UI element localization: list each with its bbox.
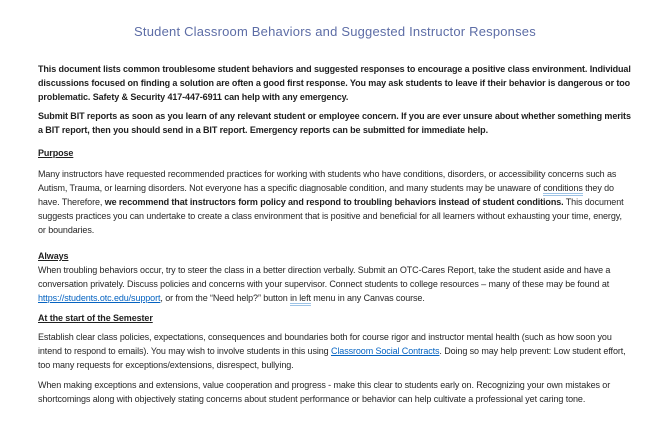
closing-paragraph: When making exceptions and extensions, value cooperation and progress - make this clear to students early on. Recognizing your own mistakes or shortcomings along with objectively stating concerns about student performance or behavior can help cultivate a professional yet caring tone. bbox=[38, 380, 611, 404]
section-heading-purpose: Purpose bbox=[38, 148, 74, 158]
section-heading-semester-start: At the start of the Semester bbox=[38, 313, 153, 323]
section-heading-always: Always bbox=[38, 251, 69, 261]
intro-paragraph-1: This document lists common troublesome student behaviors and suggested responses to encourage a positive class environment. Individual discussions focused on finding a solution are often a good first response. You may ask students to leave if their behavior is dangerous or too problematic. Safety & Security 417-447-6911 can help with any emergency. bbox=[38, 64, 631, 102]
always-paragraph bbox=[38, 263, 632, 305]
purpose-text-run-3: This document suggests practices you can undertake to create a class environment that is positive and beneficial for all learners without exhausting your time, energy, or boundaries. bbox=[38, 197, 624, 235]
always-text-run-3: menu in any Canvas course. bbox=[310, 293, 425, 303]
purpose-paragraph bbox=[38, 167, 632, 237]
always-text-run-1: When troubling behaviors occur, try to steer the class in a better direction verbally. Submit an OTC-Cares Report, take the student aside and have a conversation privately. Discuss policies and concerns with your supervisor. Connect students to college resources – many of these may be found at bbox=[38, 265, 611, 289]
semester-text-run-2: . Doing so may help prevent: Low student effort, too many requests for exceptions/extensions, disrespect, bullying. bbox=[38, 346, 626, 370]
classroom-social-contracts-link[interactable]: Classroom Social Contracts bbox=[330, 346, 440, 356]
grammar-flagged-text-conditions: conditions bbox=[543, 183, 583, 196]
document-title: Student Classroom Behaviors and Suggested Instructor Responses bbox=[134, 24, 536, 39]
intro-paragraph-2: Submit BIT reports as soon as you learn of any relevant student or employee concern. If you are ever unsure about whether something merits a BIT report, then you should send in a BIT report. Emergency reports can be submitted for immediate help. bbox=[38, 111, 631, 135]
purpose-bold-recommendation: we recommend that instructors form policy and respond to troubling behaviors instead of student conditions. bbox=[104, 197, 564, 207]
semester-paragraph bbox=[38, 330, 632, 372]
always-text-run-2: , or from the “Need help?” button bbox=[160, 293, 291, 303]
semester-text-run-1: Establish clear class policies, expectations, consequences and boundaries both for course rigor and instructor mental health (such as how soon you intend to respond to emails). You may wish to involve students in this using bbox=[38, 332, 612, 356]
purpose-text-run-1: Many instructors have requested recommended practices for working with students who have conditions, disorders, or accessibility concerns such as Autism, Trauma, or learning disorders. Not everyone has a specific diagnosable condition, and many students may be unaware of bbox=[38, 169, 617, 193]
purpose-text-run-2: they do have. Therefore, bbox=[38, 183, 614, 207]
students-support-link[interactable]: https://students.otc.edu/support bbox=[38, 293, 161, 303]
grammar-flagged-text-in-left: in left bbox=[290, 293, 311, 306]
